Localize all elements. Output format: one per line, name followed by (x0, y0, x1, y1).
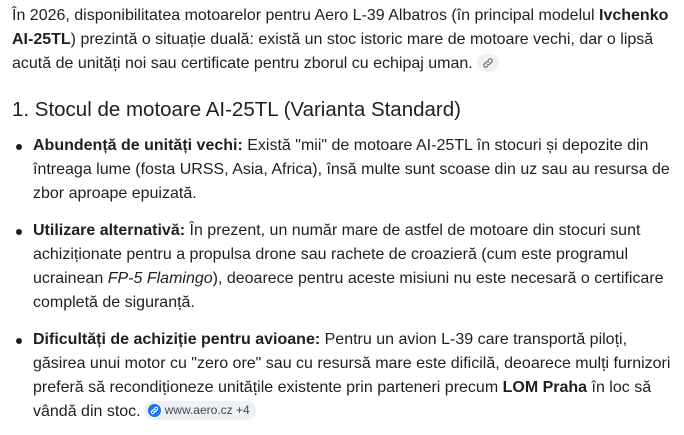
bullet-text: În prezent, un număr mare de astfel de motoare din stocuri sunt achiziționate pentru a propulsa drone sau rachete de croazieră (cum este programul ucrainean (33, 222, 641, 287)
bullet-text: Pentru un avion L-39 care transportă piloți, găsirea unui motor cu "zero ore" sau cu resursă mare este dificilă, deoarece mulți furnizori preferă să recondiționeze unitățile existente prin parteneri precum (33, 331, 671, 396)
intro-text-start: În 2026, disponibilitatea motoarelor pentru Aero L-39 Albatros (în principal modelul (12, 7, 600, 24)
citation-link-button[interactable] (477, 54, 499, 72)
bullet-text-end: ), deoarece pentru aceste misiuni nu este necesară o certificare completă de siguranță. (33, 270, 664, 311)
program-name: FP-5 Flamingo (107, 270, 213, 287)
bullet-dot (16, 144, 22, 150)
source-chip-label: www.aero.cz +4 (164, 403, 250, 418)
bullet-dot (16, 229, 22, 235)
link-icon (482, 57, 494, 69)
bullet-list (12, 134, 672, 424)
engine-model-name: Ivchenko AI-25TL (12, 7, 669, 48)
bullet-text: Există "mii" de motoare AI-25TL în stocuri și depozite din întreaga lume (fosta URSS, Asia, Africa), însă multe sunt scoase din uz sau au resursa de zbor aproape epuizată. (33, 137, 670, 202)
bullet-dot (16, 338, 22, 344)
list-item (12, 134, 672, 206)
list-item (12, 219, 672, 315)
intro-text-end: ) prezintă o situație duală: există un stoc istoric mare de motoare vechi, dar o lipsă acută de unități noi sau certificate pentru zborul cu echipaj uman. (12, 31, 654, 72)
list-item (12, 328, 672, 424)
source-chip-button[interactable] (144, 401, 256, 420)
bullet-text-end: în loc să vândă din stoc. (33, 379, 652, 420)
bullet-label: Utilizare alternativă: (33, 222, 186, 239)
bullet-label: Abundență de unități vechi: (33, 137, 243, 154)
bullet-label: Dificultăți de achiziție pentru avioane: (33, 331, 321, 348)
partner-name: LOM Praha (502, 379, 588, 396)
intro-paragraph (12, 4, 672, 76)
section-heading: 1. Stocul de motoare AI-25TL (Varianta Standard) (12, 98, 461, 121)
source-favicon-icon (148, 404, 161, 417)
